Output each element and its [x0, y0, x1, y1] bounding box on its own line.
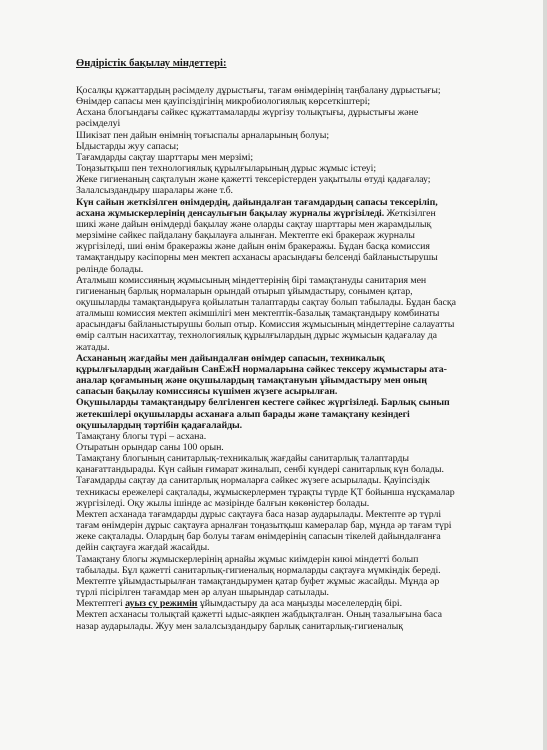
- text-line: [76, 353, 509, 364]
- text-line: [76, 297, 509, 308]
- emphasized-text: ауыз су режимін: [125, 598, 198, 610]
- text-line: [76, 565, 509, 576]
- emphasized-text: асхана жұмыскерлерінің денсаулығын бақылау журналы жүргізіледі.: [76, 207, 385, 219]
- text-segment: Отыратын орындар саны 100 орын.: [76, 442, 224, 453]
- text-segment: жүргізіледі. Оқу жылы ішінде ас мәзірінде балғын көкөністер болады.: [76, 497, 370, 509]
- text-line: [76, 464, 509, 475]
- text-segment: қанағаттандырады. Күн сайын ғимарат жиналып, сенбі күндері санитарлық күн болады.: [76, 464, 444, 476]
- emphasized-text: сапасын бақылау комиссиясы күшімен жүзеге асырылған.: [76, 386, 338, 398]
- text-line: [76, 621, 509, 632]
- text-segment: шикі және дайын өнімдерді бақылау және оларды сақтау шарттары мен жарамдылық: [76, 218, 432, 230]
- text-line: [76, 85, 509, 96]
- text-segment: рөлінде болады.: [76, 263, 144, 275]
- text-segment: Тамақтану блогының санитарлық-техникалық жағдайы санитарлық талаптарды: [76, 453, 409, 465]
- text-line: [76, 319, 509, 330]
- text-line: [76, 487, 509, 498]
- text-segment: өмір салтын насихаттау, технологиялық құрылғылардың дұрыс жұмысын қадағалау да: [76, 330, 437, 342]
- text-segment: Тамақтану блогы түрі – асхана.: [76, 430, 207, 442]
- text-line: [76, 230, 509, 241]
- emphasized-text: Асхананың жағдайы мен дайындалған өнімдер сапасын, техникалық: [76, 352, 385, 364]
- text-line: [76, 107, 509, 118]
- text-line: [76, 163, 509, 174]
- text-line: [76, 275, 509, 286]
- text-line: [76, 420, 509, 431]
- text-line: [76, 397, 509, 408]
- emphasized-text: оқушылардың тәртібін қадағалайды.: [76, 419, 243, 431]
- text-segment: рәсімделуі: [76, 118, 121, 130]
- text-line: [76, 342, 509, 353]
- text-segment: тағам өнімдерін дұрыс сақтауға арналған тоңазытқыш камералар бар, мұнда әр тағам түрі: [76, 520, 452, 532]
- text-line: [76, 453, 509, 464]
- text-segment: Тоңазытқыш пен технологиялық құрылғыларының дұрыс жұмыс істеуі;: [76, 163, 377, 175]
- text-line: [76, 241, 509, 252]
- text-segment: Тамақтану блогы жұмыскерлерінің арнайы жұмыс киімдерін киюі міндетті болып: [76, 553, 419, 565]
- text-line: [76, 96, 509, 107]
- text-segment: Қосалқы құжаттардың рәсімделу дұрыстығы, тағам өнімдерінің таңбалану дұрыстығы;: [76, 85, 441, 96]
- text-line: [76, 219, 509, 230]
- emphasized-text: Оқушыларды тамақтандыру белгіленген кестеге сәйкес жүргізіледі. Барлық сынып: [76, 397, 450, 409]
- text-segment: жатады.: [76, 341, 110, 353]
- text-segment: Ыдыстарды жуу сапасы;: [76, 140, 179, 152]
- text-segment: мерзіміне сәйкес пайдалану бақылауға алынған. Мектепте екі бракераж журналы: [76, 230, 415, 242]
- emphasized-text: Күн сайын жеткізілген өнімдердің, дайындалған тағамдардың сапасы тексеріліп,: [76, 196, 438, 208]
- text-segment: назар аударылады. Жуу мен залалсыздандыру барлық санитарлық-гигиеналық: [76, 620, 403, 632]
- text-line: [76, 308, 509, 319]
- text-line: [76, 364, 509, 375]
- text-line: [76, 498, 509, 509]
- emphasized-text: аналар қоғамының және оқушылардың тамақтануын ұйымдастыру мен оның: [76, 375, 427, 387]
- document-body: [76, 85, 509, 632]
- text-segment: Асхана блогындағы сәйкес құжаттамаларды жүргізу толықтығы, дұрыстығы және: [76, 107, 419, 119]
- text-line: [76, 152, 509, 163]
- text-segment: жүргізіледі, шиі өнім бракеражы және дайын өнім бракеражы. Бұдан басқа комиссия: [76, 241, 430, 253]
- text-segment: түрлі пісірілген тағамдар мен әр алуан шырындар сатылады.: [76, 587, 329, 599]
- text-segment: Мектеп асханасы толықтай қажетті ыдыс-аяқпен жабдықталған. Оның тазалығына баса: [76, 609, 442, 621]
- text-line: [76, 197, 509, 208]
- text-line: [76, 587, 509, 598]
- text-segment: Залалсыздандыру шаралары және т.б.: [76, 185, 233, 197]
- text-line: [76, 286, 509, 297]
- text-line: [76, 330, 509, 341]
- text-segment: гигиенаның барлық нормаларын орындай отырып ұйымдастыру, сонымен қатар,: [76, 285, 413, 297]
- emphasized-text: құрылғылардың жағдайын СанЕжН нормаларына сәйкес тексеру жұмыстары ата-: [76, 363, 447, 375]
- text-segment: арасындағы байланыстырушы болып отыр. Комиссия жұмысының міндеттеріне салауатты: [76, 319, 455, 331]
- text-segment: техникасы ережелері сақталады, жұмыскерлермен тұрақты түрде ҚТ бойынша нұсқамалар: [76, 486, 455, 498]
- text-segment: дейін сақтауға жағдай жасайды.: [76, 542, 210, 554]
- text-line: [76, 185, 509, 196]
- text-segment: Тағамдарды сақтау шарттары мен мерзімі;: [76, 151, 254, 163]
- text-line: [76, 118, 509, 129]
- text-line: [76, 509, 509, 520]
- text-line: [76, 141, 509, 152]
- text-line: [76, 609, 509, 620]
- text-line: [76, 386, 509, 397]
- text-line: [76, 520, 509, 531]
- text-line: [76, 130, 509, 141]
- text-line: [76, 409, 509, 420]
- text-segment: Тағамдарды сақтау да санитарлық нормаларға сәйкес жүзеге асырылады. Қауіпсіздік: [76, 475, 430, 487]
- section-heading: Өндірістік бақылау міндеттері:: [76, 58, 227, 69]
- text-segment: табылады. Бұл қажетті санитарлық-гигиеналық нормаларды сақтауға мүмкіндік береді.: [76, 564, 441, 576]
- text-segment: жеке сақталады. Олардың бар болуы тағам өнімдерінің сапасын тікелей дайындалғанға: [76, 531, 441, 543]
- text-line: [76, 174, 509, 185]
- text-segment: Мектеп асханада тағамдарды дұрыс сақтауға баса назар аударылады. Мектепте әр түрлі: [76, 508, 442, 520]
- text-line: [76, 542, 509, 553]
- text-segment: Мектепте ұйымдастырылған тамақтандырумен қатар буфет жұмыс жасайды. Мұнда әр: [76, 575, 440, 587]
- text-line: [76, 576, 509, 587]
- text-segment: оқушыларды тамақтандыруға қойылатын талаптарды сақтау болып табылады. Бұдан басқа: [76, 296, 456, 308]
- text-line: [76, 442, 509, 453]
- text-segment: Аталмыш комиссияның жұмысының міндеттерінің бірі тамақтануды санитария мен: [76, 274, 427, 286]
- text-segment: Жеткізілген: [384, 207, 436, 219]
- text-line: [76, 375, 509, 386]
- text-line: [76, 264, 509, 275]
- text-segment: тамақтандыру кәсіпорны мен мектеп асханасы арасындағы белсенді байланыстырушы: [76, 252, 438, 264]
- text-line: [76, 554, 509, 565]
- text-line: [76, 531, 509, 542]
- text-segment: Мектептегі: [76, 598, 126, 610]
- text-segment: аталмыш комиссия мектеп әкімшілігі мен мектептік-базалық тамақтандыру комбинаты: [76, 308, 440, 320]
- text-line: [76, 475, 509, 486]
- text-segment: Жеке гигиенаның сақталуын және қажетті тексерістерден уақытылы өтуді қадағалау;: [76, 174, 431, 186]
- text-line: [76, 598, 509, 609]
- text-segment: Шикізат пен дайын өнімнің тоғыспалы арналарының болуы;: [76, 129, 330, 141]
- text-line: [76, 431, 509, 442]
- text-line: [76, 252, 509, 263]
- text-segment: ұйымдастыру да аса маңызды мәселелердің бірі.: [197, 598, 403, 610]
- text-line: [76, 208, 509, 219]
- scan-edge: [543, 0, 547, 750]
- emphasized-text: жетекшілері оқушыларды асханаға алып барады және тамақтану кезіндегі: [76, 408, 410, 420]
- text-segment: Өнімдер сапасы мен қауіпсіздігінің микробиологиялық көрсеткіштері;: [76, 96, 371, 108]
